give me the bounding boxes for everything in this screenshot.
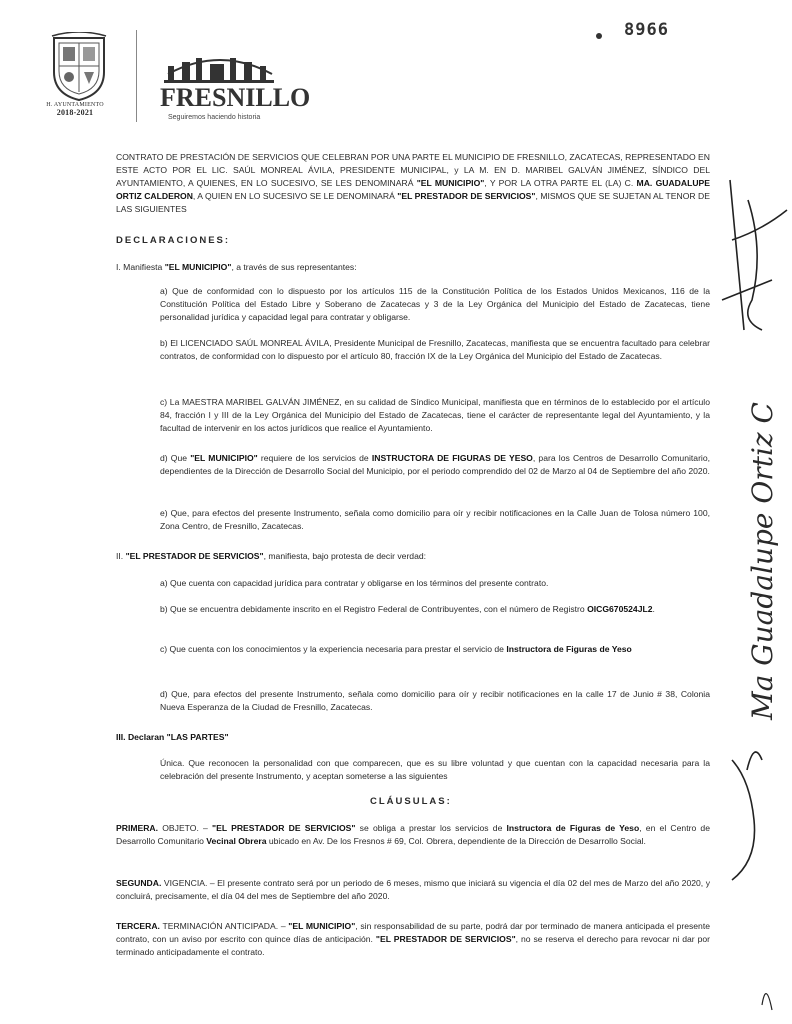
seal-caption bbox=[30, 101, 120, 117]
clause-i-a: a) Que de conformidad con lo dispuesto por los artículos 115 de la Constitución Política de los Estados Unidos Mexicanos, 116 de la Constitución Política del Estado Libre y Soberano de Zacatecas y 3 de la Ley Orgánica del Municipio del Estado de Zacatecas, tiene personalidad jurídica y capacidad legal para contratar y obligarse. bbox=[160, 286, 710, 322]
handwritten-signatures bbox=[692, 0, 792, 1024]
vertical-signature: Ma Guadalupe Ortiz C bbox=[746, 402, 779, 720]
header-divider bbox=[136, 30, 137, 122]
clause-primera: PRIMERA. OBJETO. – "EL PRESTADOR DE SERVICIOS" se obliga a prestar los servicios de Instructora de Figuras de Yeso, en el Centro de Desarrollo Comunitario Vecinal Obrera ubicado en Av. De los Fresnos # 69, Col. Obrera, dependiente de la Dirección de Desarrollo Social. bbox=[116, 823, 710, 846]
logo-title: FRESNILLO bbox=[160, 83, 310, 112]
clause-i-c: c) La MAESTRA MARIBEL GALVÁN JIMÉNEZ, en su calidad de Síndico Municipal, manifiesta que en términos de lo establecido por el artículo 84, fracción I y III de la Ley Orgánica del Municipio del Estado de Zacatecas, tiene el carácter de representante legal del Ayuntamiento, y la facultad de intervenir en los actos jurídicos que realice el Ayuntamiento. bbox=[160, 397, 710, 433]
logo-slogan: Seguiremos haciendo historia bbox=[168, 114, 261, 121]
clause-ii-c: c) Que cuenta con los conocimientos y la experiencia necesaria para prestar el servicio de Instructora de Figuras de Yeso bbox=[160, 644, 632, 654]
stamp-dot bbox=[596, 33, 602, 39]
intro-paragraph: CONTRATO DE PRESTACIÓN DE SERVICIOS QUE CELEBRAN POR UNA PARTE EL MUNICIPIO DE FRESNILLO, ZACATECAS, REPRESENTADO EN ESTE ACTO POR EL LIC. SAÚL MONREAL ÁVILA, PRESIDENTE MUNICIPAL, y LA M. EN D. MARIBEL GALVÁN JIMÉNEZ, SÍNDICO DEL AYUNTAMIENTO, A QUIENES, EN LO SUCESIVO, SE LES DENOMINARÁ "EL MUNICIPIO", Y POR LA OTRA PARTE EL (LA) C. MA. GUADALUPE ORTIZ CALDERON, A QUIEN EN LO SUCESIVO SE LE DENOMINARÁ "EL PRESTADOR DE SERVICIOS", MISMOS QUE SE SUJETAN AL TENOR DE LAS SIGUIENTES bbox=[116, 152, 711, 214]
municipal-seal-icon bbox=[48, 32, 110, 102]
clause-ii-b: b) Que se encuentra debidamente inscrito en el Registro Federal de Contribuyentes, con el número de Registro OICG670524JL2. bbox=[160, 604, 655, 614]
clause-i-b: b) El LICENCIADO SAÚL MONREAL ÁVILA, Presidente Municipal de Fresnillo, Zacatecas, manifiesta que se encuentra facultado para celebrar contratos, de conformidad con lo dispuesto por el artículo 80, fracción IX de la Ley Orgánica del Municipio del Estado de Zacatecas. bbox=[160, 338, 710, 361]
seal-caption-text: H. AYUNTAMIENTO bbox=[46, 102, 104, 108]
section-iii-title: III. Declaran "LAS PARTES" bbox=[116, 732, 229, 742]
fresnillo-logo bbox=[160, 44, 310, 124]
clause-i-d: d) Que "EL MUNICIPIO" requiere de los servicios de INSTRUCTORA DE FIGURAS DE YESO, para los Centros de Desarrollo Comunitario, dependientes de la Dirección de Desarrollo Social del Municipio, por el periodo comprendido del 02 de Marzo al 04 de Septiembre del año 2020. bbox=[160, 453, 711, 476]
section-i-title: I. Manifiesta "EL MUNICIPIO", a través de sus representantes: bbox=[116, 262, 357, 272]
declaraciones-heading: DECLARACIONES: bbox=[116, 235, 231, 246]
clause-unica: Única. Que reconocen la personalidad con que comparecen, que es su libre voluntad y que cuentan con la capacidad necesaria para la celebración del presente Instrumento, y aceptan someterse a las siguientes bbox=[160, 758, 710, 781]
clausulas-heading: CLÁUSULAS: bbox=[370, 796, 452, 807]
clause-ii-d: d) Que, para efectos del presente Instrumento, señala como domicilio para oír y recibir notificaciones en la calle 17 de Junio # 38, Colonia Nueva Esperanza de la Ciudad de Fresnillo, Zacatecas. bbox=[160, 689, 710, 712]
document-number: 8966 bbox=[624, 20, 669, 40]
clause-segunda: SEGUNDA. VIGENCIA. – El presente contrato será por un periodo de 6 meses, mismo que iniciará su vigencia el día 02 del mes de Marzo del año 2020, y concluirá, precisamente, el día 04 del mes de Septiembre del año 2020. bbox=[116, 878, 710, 901]
clause-ii-a: a) Que cuenta con capacidad jurídica para contratar y obligarse en los términos del presente contrato. bbox=[160, 578, 549, 588]
seal-years: 2018-2021 bbox=[56, 108, 94, 117]
clause-i-e: e) Que, para efectos del presente Instrumento, señala como domicilio para oír y recibir notificaciones en la Calle Juan de Tolosa número 100, Zona Centro, de Fresnillo, Zacatecas. bbox=[160, 508, 710, 531]
section-ii-title: II. "EL PRESTADOR DE SERVICIOS", manifiesta, bajo protesta de decir verdad: bbox=[116, 551, 427, 561]
clause-tercera: TERCERA. TERMINACIÓN ANTICIPADA. – "EL MUNICIPIO", sin responsabilidad de su parte, podrá dar por terminado de manera anticipada el presente contrato, con un aviso por escrito con quince días de anticipación. "EL PRESTADOR DE SERVICIOS", no se reserva el derecho para revocar ni dar por terminado anticipadamente el contrato. bbox=[116, 921, 711, 957]
